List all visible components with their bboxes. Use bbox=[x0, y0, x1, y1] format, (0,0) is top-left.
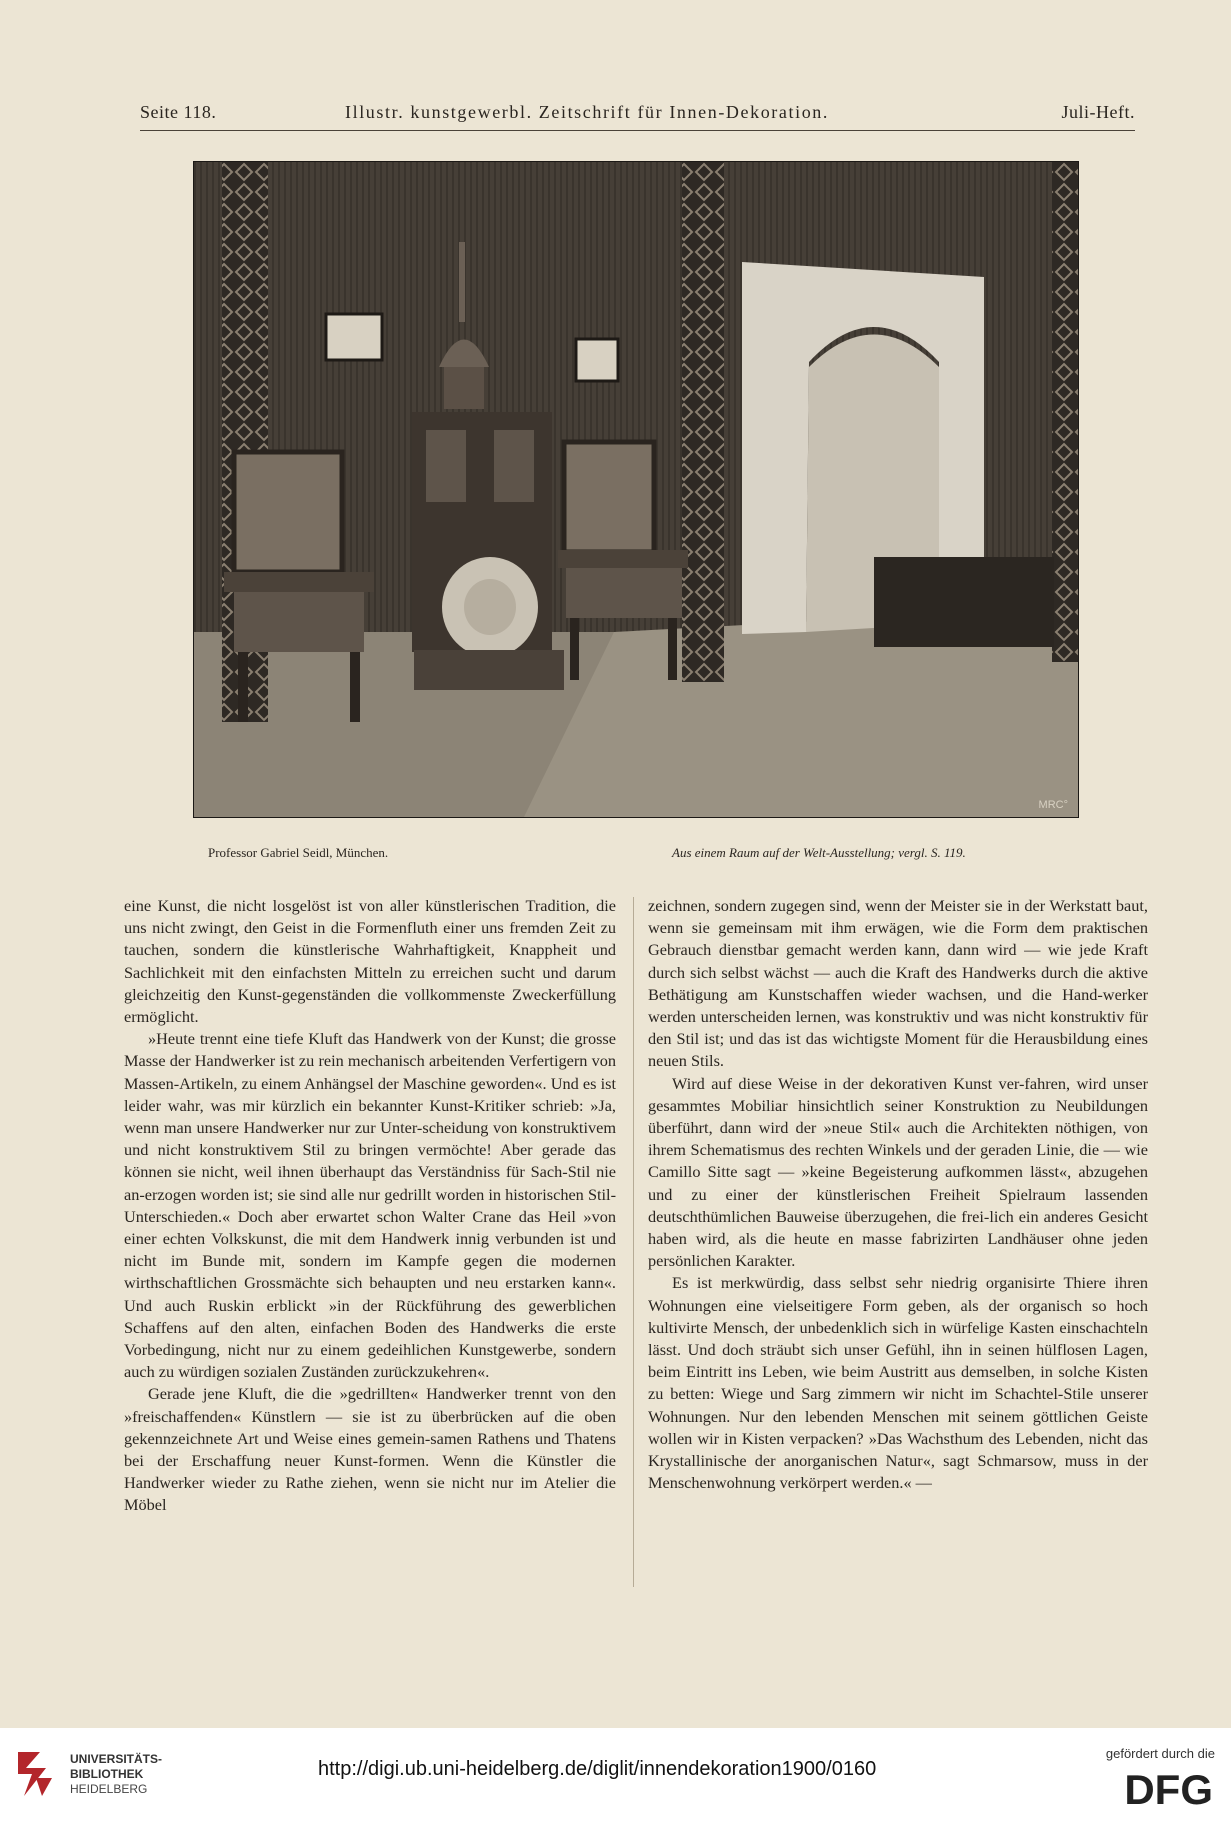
paragraph: zeichnen, sondern zugegen sind, wenn der Meister sie in der Werkstatt baut, wenn sie gemeinsam mit ihm erwägen, wie die Form dem praktischen Gebrauch dienstbar gemacht werden kann, dann wird — wie jede Kraft durch sich selbst wächst — auch die Kraft des Handwerks durch die aktive Bethätigung am Kunstschaffen wieder wachsen, und die Hand-werker werden unterscheiden lernen, was konstruktiv und was nicht konstruktiv für den Stil ist; und das ist das wichtigste Moment für die Herausbildung eines neuen Stils. bbox=[648, 896, 1148, 1071]
column-divider bbox=[633, 897, 634, 1587]
paragraph: Gerade jene Kluft, die die »gedrillten« Handwerker trennt von den »freischaffenden« Künstlern — sie ist zu überbrücken auf die oben gekennzeichnete Art und Weise eines gemein-samen Rathens und Thatens bei der Erschaffung neuer Kunst-formen. Wenn die Künstler die Handwerker wieder zu Rathe ziehen, wenn sie nicht nur im Atelier die Möbel bbox=[124, 1384, 616, 1515]
dfg-logo-text: DFG bbox=[1124, 1766, 1213, 1810]
text-column-right bbox=[648, 895, 1148, 1494]
journal-title: Illustr. kunstgewerbl. Zeitschrift für Innen-Dekoration. bbox=[345, 102, 829, 122]
paragraph: Es ist merkwürdig, dass selbst sehr niedrig organisirte Thiere ihren Wohnungen eine vielseitigere Form geben, als der organisch so hoch kultivirte Mensch, der unbedenklich sich in würfelige Kasten einschachteln lässt. Und doch sträubt sich unser Gefühl, ihn in seinen hülflosen Lagen, beim Eintritt ins Leben, wie beim Austritt aus demselben, in solche Kisten zu betten: Wiege und Sarg zimmern wir nicht im Schachtel-Stile unserer Wohnungen. Nur den lebenden Menschen mit seinem göttlichen Geiste wollen wir in Kisten verpacken? »Das Wachsthum des Lebenden, nicht das Krystallinische der anorganischen Natur«, sagt Schmarsow, muss in der Menschenwohnung verkörpert werden.« — bbox=[648, 1273, 1148, 1493]
issue-label: Juli-Heft. bbox=[1061, 102, 1135, 122]
paragraph: »Heute trennt eine tiefe Kluft das Handwerk von der Kunst; die grosse Masse der Handwerker ist zu rein mechanisch arbeitenden Verfertigern von Massen-Artikeln, zu einem Anhängsel der Maschine geworden«. Und es ist leider wahr, was mir kürzlich ein bekannter Kunst-Kritiker schrieb: »Ja, wenn man unsere Handwerker nur zur Unter-scheidung von konstruktivem und nicht konstruktivem Stil zu bringen vermöchte! Aber gerade das können sie nicht, weil ihnen überhaupt das Verständniss für Sach-Stil nie an-erzogen worden ist; sie sind alle nur gedrillt worden in historischen Stil-Unterschieden.« Doch aber erwartet schon Walter Crane das Heil »von einer echten Volkskunst, die mit dem Handwerk innig verbunden ist und nicht im Bunde mit, sondern im Kampfe gegen die modernen wirthschaftlichen Grossmächte sich behaupten und neu erstarken kann«. Und auch Ruskin erblickt »in der Rückführung des gewerblichen Schaffens auf den alten, einfachen Boden des Handwerks die erste Vorbedingung, nicht nur zu einem gedeihlichen Kunstgewerbe, sondern auch zu würdigen sozialen Zuständen zurückzukehren«. bbox=[124, 1029, 616, 1382]
running-header bbox=[140, 96, 1135, 131]
photo-illustration bbox=[194, 162, 1078, 817]
library-logo-icon bbox=[14, 1748, 56, 1800]
paragraph: Wird auf diese Weise in der dekorativen Kunst ver-fahren, wird unser gesammtes Mobiliar hinsichtlich seiner Konstruktion zu Neubildungen überführt, dann wird der »neue Stil« auch die Architekten nöthigen, von ihrem Schematismus des rechten Winkels und der geraden Linie, die — wie Camillo Sitte sagt — »keine Begeisterung aufkommen lässt«, abzugehen und zu einer der künstlerischen Freiheit Spielraum lassenden deutschthümlichen Bauweise überzugehen, die frei-lich ein anderes Gesicht haben wird, als die heute en masse fabrizirten Landhäuser ohne jeden persönlichen Karakter. bbox=[648, 1073, 1148, 1271]
paragraph: eine Kunst, die nicht losgelöst ist von aller künstlerischen Tradition, die uns nicht zwingt, den Geist in die Formenfluth einer uns fremden Zeit zu tauchen, sondern die künstlerische Wahrhaftigkeit, Knappheit und Sachlichkeit mit den einfachsten Mitteln zu erreichen sucht und darum gleichzeitig den Kunst-gegenständen die vollkommenste Zweckerfüllung ermöglicht. bbox=[124, 896, 616, 1027]
library-name: UNIVERSITÄTS- BIBLIOTHEK HEIDELBERG bbox=[70, 1752, 163, 1796]
permalink-url[interactable]: http://digi.ub.uni-heidelberg.de/diglit/innendekoration1900/0160 bbox=[318, 1758, 877, 1780]
dfg-logo bbox=[1095, 1764, 1215, 1810]
page-number: Seite 118. bbox=[140, 102, 217, 122]
caption-description: Aus einem Raum auf der Welt-Ausstellung; vergl. S. 119. bbox=[672, 845, 966, 860]
funded-by-label: gefördert durch die bbox=[1105, 1746, 1215, 1761]
interior-photograph bbox=[193, 161, 1079, 818]
photo-monogram: MRC° bbox=[1038, 799, 1068, 811]
text-column-left bbox=[124, 895, 616, 1517]
digitization-footer bbox=[0, 1728, 1231, 1824]
caption-artist: Professor Gabriel Seidl, München. bbox=[208, 845, 389, 860]
